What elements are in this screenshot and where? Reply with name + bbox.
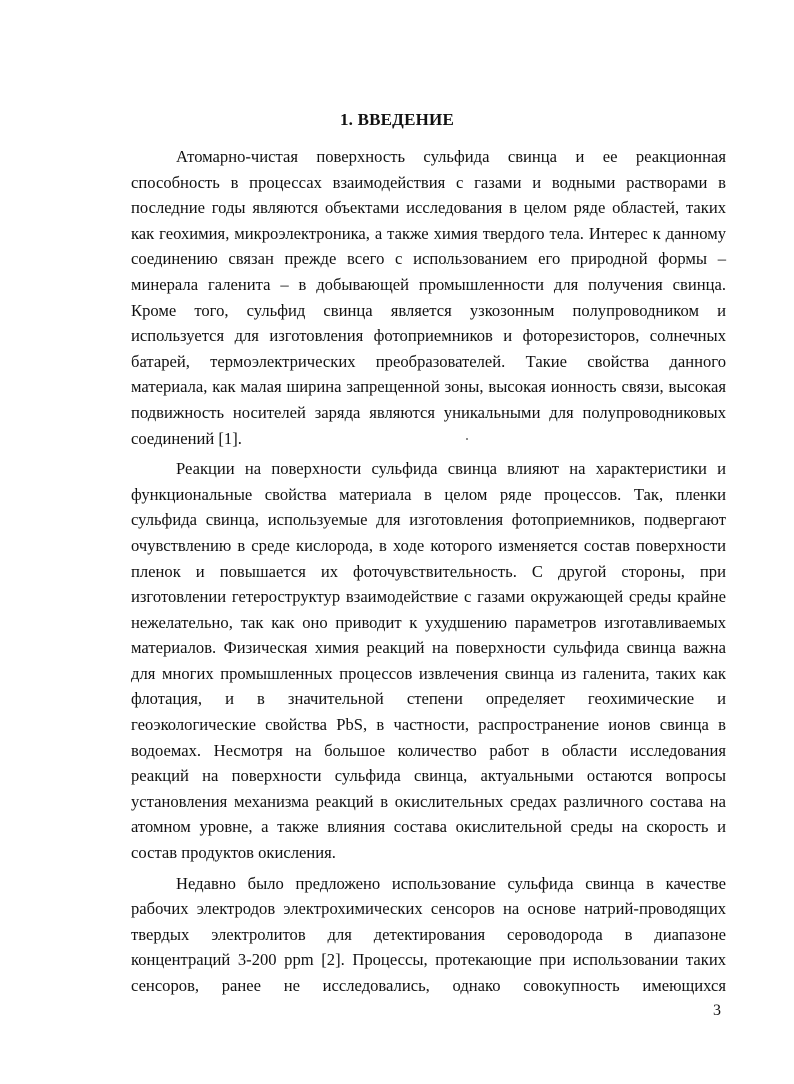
- text-line: установления механизма реакций в окислительных средах различного состава на: [131, 791, 726, 811]
- text-line: реакций на поверхности сульфида свинца, актуальными остаются вопросы: [131, 766, 726, 786]
- text-line: очувствлению в среде кислорода, в ходе которого изменяется состав поверхности: [131, 535, 726, 555]
- scan-speck: [466, 438, 468, 440]
- text-line: концентраций 3-200 ppm [2]. Процессы, протекающие при использовании таких: [131, 950, 726, 970]
- text-line: Атомарно-чистая поверхность сульфида свинца и ее реакционная: [176, 147, 726, 166]
- paragraph-2: [131, 456, 726, 866]
- text-line: атомном уровне, а также влияния состава окислительной среды на скорость и: [131, 817, 726, 837]
- text-line: рабочих электродов электрохимических сенсоров на основе натрий-проводящих: [131, 899, 726, 919]
- paragraph-1: [131, 144, 726, 451]
- body-text: [131, 144, 726, 1004]
- text-line: последние годы являются объектами исследования в целом ряде областей, таких: [131, 198, 726, 218]
- text-line: состав продуктов окисления.: [131, 843, 336, 863]
- text-line: используется для изготовления фотоприемников и фоторезисторов, солнечных: [131, 326, 726, 346]
- text-line: сульфида свинца, используемые для изготовления фотоприемников, подвергают: [131, 510, 726, 530]
- text-line: соединений [1].: [131, 428, 242, 448]
- text-line: флотация, и в значительной степени определяет геохимические и: [131, 689, 726, 709]
- text-line: твердых электролитов для детектирования сероводорода в диапазоне: [131, 924, 726, 944]
- text-line: способность в процессах взаимодействия с газами и водными растворами в: [131, 172, 726, 192]
- text-line: Недавно было предложено использование сульфида свинца в качестве: [176, 873, 726, 893]
- text-line: батарей, термоэлектрических преобразователей. Такие свойства данного: [131, 351, 726, 371]
- text-line: как геохимия, микроэлектроника, а также химия твердого тела. Интерес к данному: [131, 223, 726, 243]
- text-line: материала, как малая ширина запрещенной зоны, высокая ионность связи, высокая: [131, 377, 726, 397]
- text-line: для многих промышленных процессов извлечения свинца из галенита, таких как: [131, 663, 726, 683]
- text-line: сенсоров, ранее не исследовались, однако совокупность имеющихся: [131, 976, 726, 995]
- text-line: изготовлении гетероструктур взаимодействие с газами окружающей среды крайне: [131, 587, 726, 607]
- page-number: 3: [713, 1002, 721, 1019]
- text-line: пленок и повышается их фоточувствительность. С другой стороны, при: [131, 561, 726, 581]
- text-line: подвижность носителей заряда являются уникальными для полупроводниковых: [131, 402, 726, 422]
- text-line: минерала галенита – в добывающей промышленности для получения свинца.: [131, 274, 726, 294]
- text-line: Кроме того, сульфид свинца является узкозонным полупроводником и: [131, 300, 726, 320]
- paragraph-3: [131, 871, 726, 999]
- text-line: соединению связан прежде всего с использованием его природной формы –: [131, 249, 726, 269]
- text-line: геоэкологические свойства PbS, в частности, распространение ионов свинца в: [131, 715, 726, 735]
- text-line: материалов. Физическая химия реакций на поверхности сульфида свинца важна: [131, 638, 726, 658]
- section-heading: 1. ВВЕДЕНИЕ: [339, 110, 455, 129]
- text-line: функциональные свойства материала в целом ряде процессов. Так, пленки: [131, 484, 726, 504]
- text-line: нежелательно, так как оно приводит к ухудшению параметров изготавливаемых: [131, 612, 726, 632]
- text-line: водоемах. Несмотря на большое количество работ в области исследования: [131, 740, 726, 760]
- text-line: Реакции на поверхности сульфида свинца влияют на характеристики и: [176, 459, 726, 479]
